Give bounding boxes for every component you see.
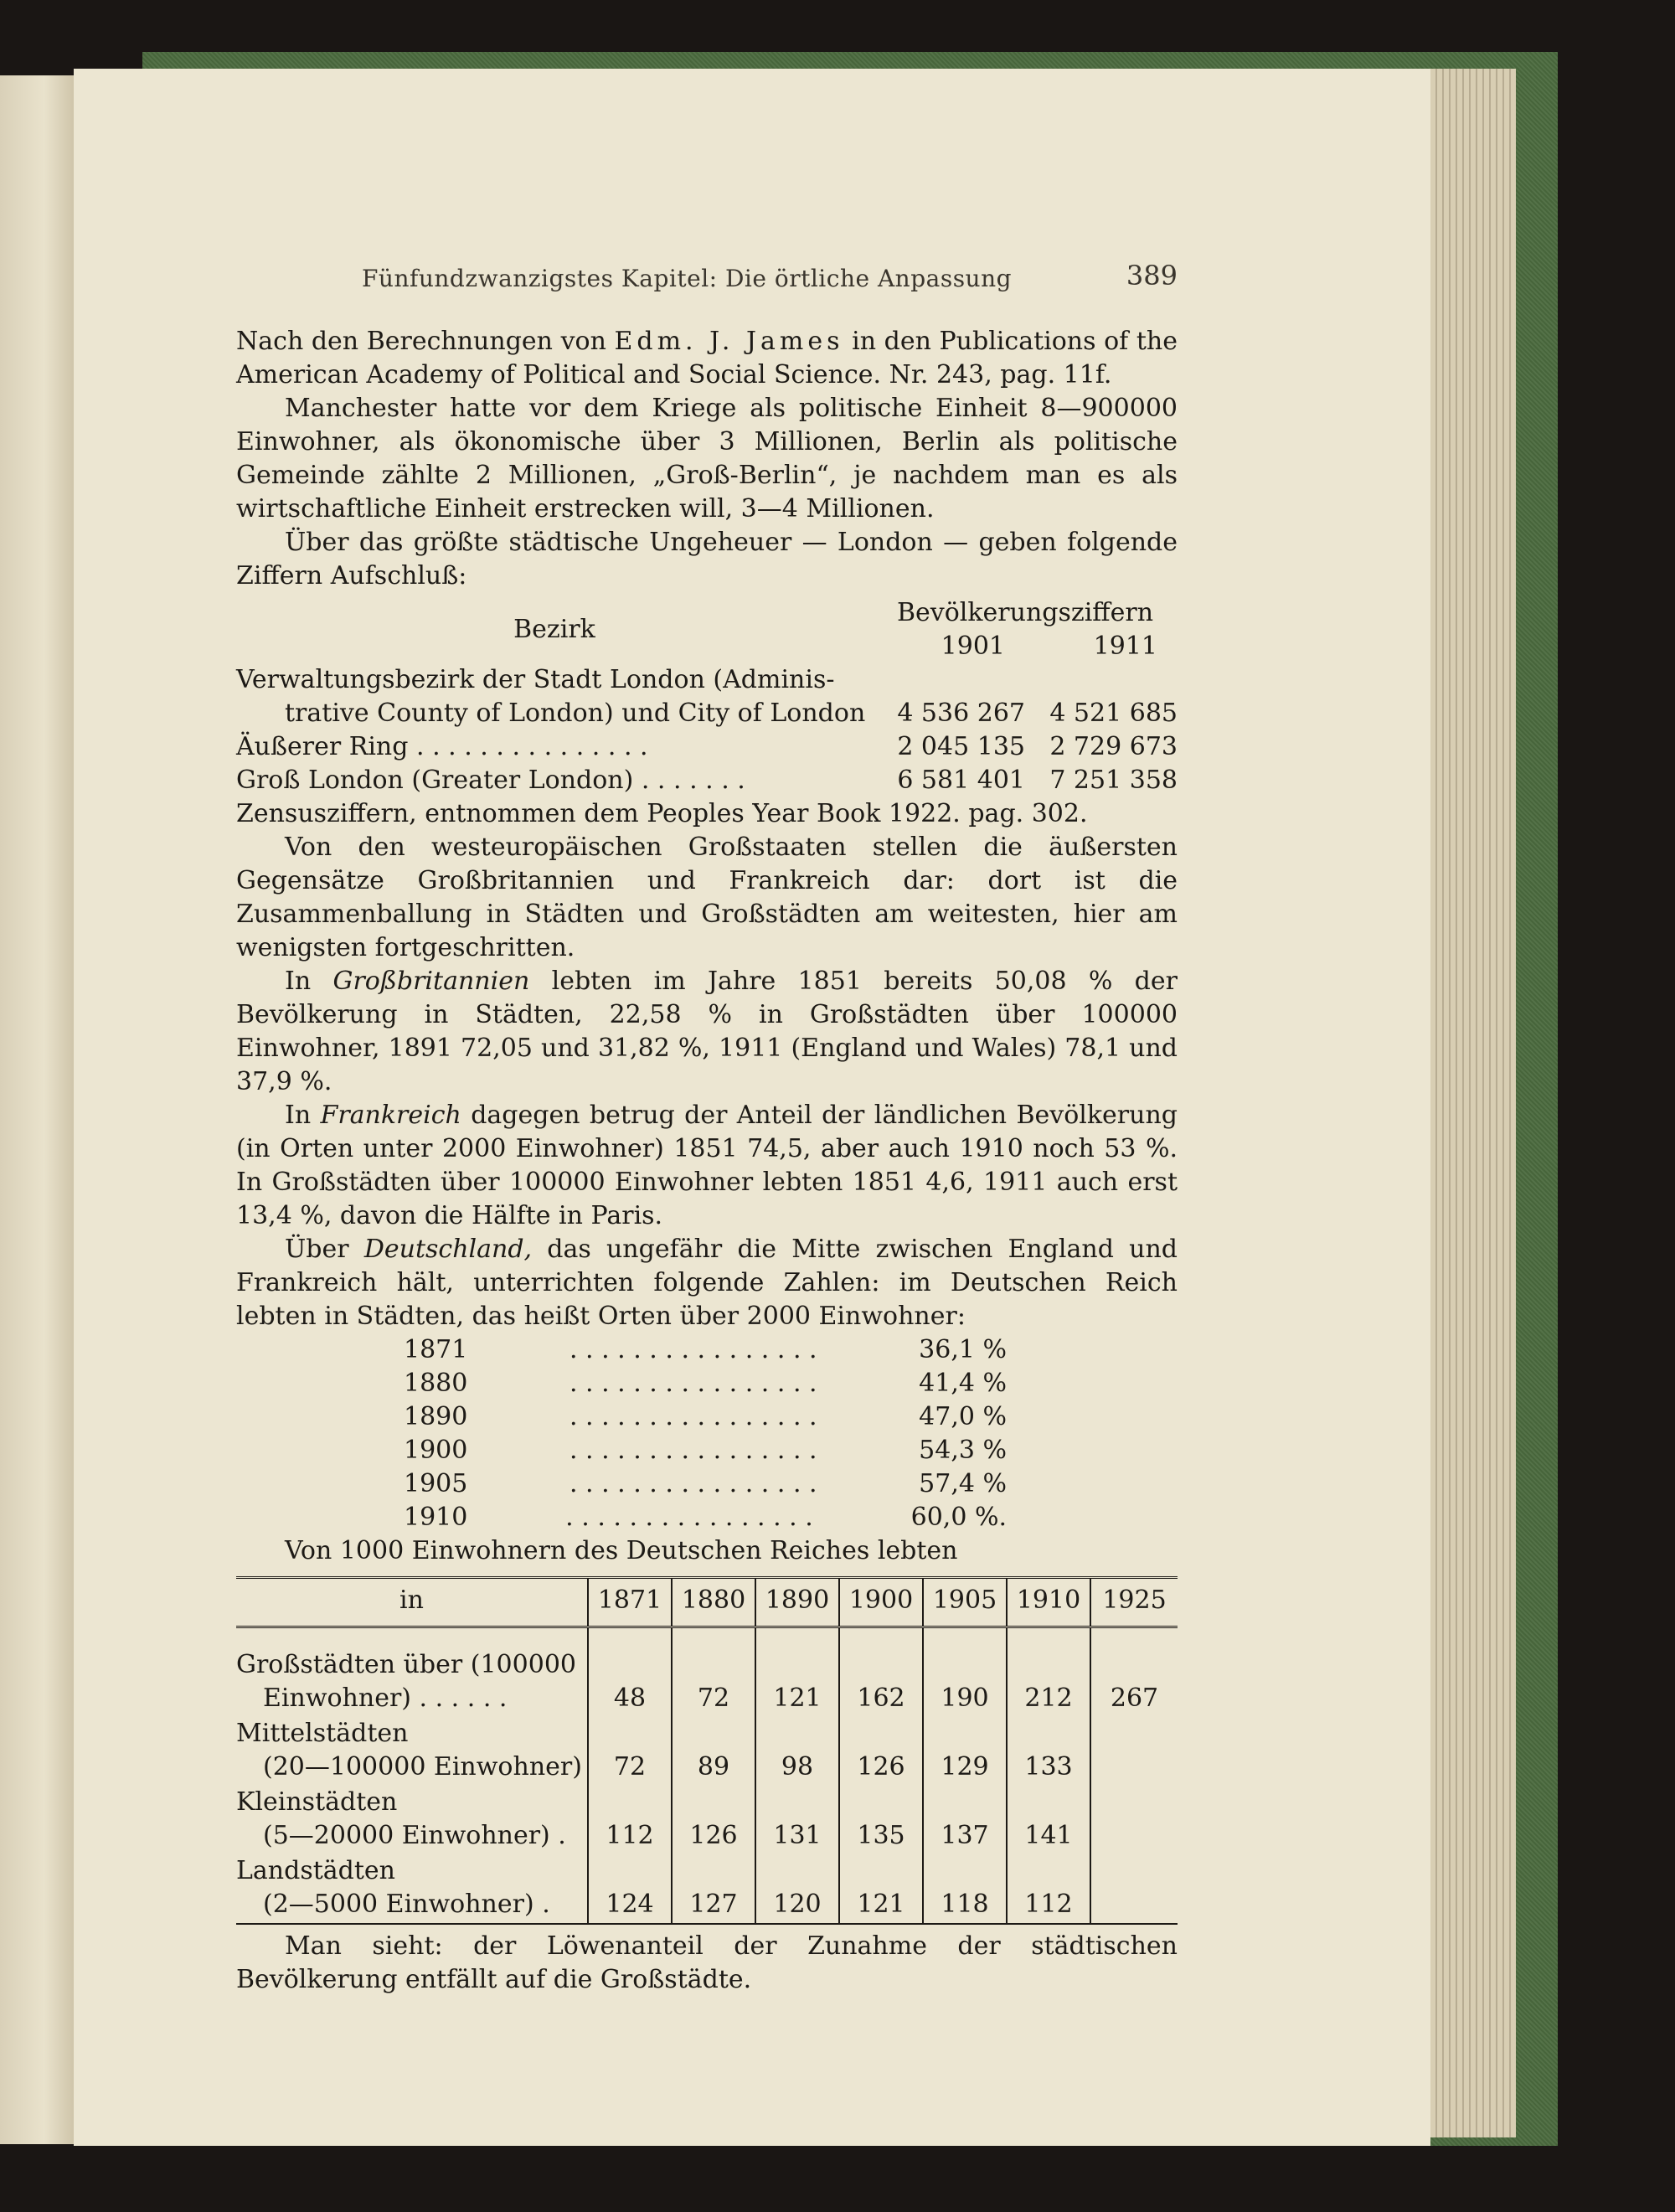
percent-list <box>404 1333 1007 1534</box>
table-row: Kleinstädten (5—20000 Einwohner) . 112 126 131 135 137 141 <box>236 1786 1178 1854</box>
table-header-row: in 1871 1880 1890 1900 1905 1910 1925 <box>236 1578 1178 1627</box>
list-item: 1905 . . . . . . . . . . . . . . . . 57,4 % <box>404 1469 1007 1498</box>
table-row: Groß London (Greater London) . . . . . . . 6 581 401 7 251 358 <box>236 766 1178 795</box>
paragraph-britain: In Großbritannien lebten im Jahre 1851 bereits 50,08 % der Bevölkerung in Städten, 22,58 % in Großstädten über 100000 Einwohner, 1891 72,05 und 31,82 %, 1911 (England und Wales) 78,1 und 37,9 %. <box>236 967 1178 1096</box>
paragraph-contrast: Von den westeuropäischen Großstaaten stellen die äußersten Gegensätze Großbritannien und Frankreich dar: dort ist die Zusammenballung in Städten und Großstädten am weitesten, hier am wenigsten fortgeschritten. <box>236 833 1178 962</box>
table-row: Landstädten (2—5000 Einwohner) . 124 127 120 121 118 112 <box>236 1854 1178 1924</box>
list-item: 1910 . . . . . . . . . . . . . . . . 60,0 %. <box>404 1503 1007 1532</box>
page-edges <box>1424 69 1516 2137</box>
left-page-edge <box>0 75 74 2144</box>
table-row: Mittelstädten (20—100000 Einwohner) 72 89 98 126 129 133 <box>236 1717 1178 1786</box>
table-row: Großstädten über (100000 Einwohner) . . . . . . 48 72 121 162 190 212 267 <box>236 1627 1178 1718</box>
list-item: 1890 . . . . . . . . . . . . . . . . 47,0 % <box>404 1402 1007 1431</box>
paragraph-closing: Man sieht: der Löwenanteil der Zunahme der städtischen Bevölkerung entfällt auf die Großstädte. <box>236 1931 1178 1994</box>
paragraph-london: Über das größte städtische Ungeheuer — London — geben folgende Ziffern Aufschluß: <box>236 528 1178 590</box>
col-bezirk: Bezirk <box>513 615 595 644</box>
col-year-1911: 1911 <box>1093 632 1157 661</box>
list-item: 1880 . . . . . . . . . . . . . . . . 41,4 % <box>404 1369 1007 1398</box>
table-row: Äußerer Ring . . . . . . . . . . . . . . . 2 045 135 2 729 673 <box>236 732 1178 761</box>
table-row: Verwaltungsbezirk der Stadt London (Adminis- trative County of London) und City of London 4 536 267 4 521 685 <box>236 665 1178 728</box>
paragraph-germany: Über Deutschland, das ungefähr die Mitte zwischen England und Frankreich hält, unterrichten folgende Zahlen: im Deutschen Reich lebten in Städten, das heißt Orten über 2000 Einwohner: <box>236 1235 1178 1331</box>
col-group: Bevölkerungsziffern <box>896 598 1154 627</box>
london-table <box>236 596 1178 797</box>
list-item: 1900 . . . . . . . . . . . . . . . . 54,3 % <box>404 1436 1007 1465</box>
table-source: Zensusziffern, entnommen dem Peoples Year Book 1922. pag. 302. <box>236 799 1088 828</box>
city-size-table <box>236 1576 1178 1925</box>
paragraph-manchester: Manchester hatte vor dem Kriege als politische Einheit 8—900000 Einwohner, als ökonomische über 3 Millionen, Berlin als politische Gemeinde zählte 2 Millionen, „Groß-Berlin“, je nachdem man es als wirtschaftliche Einheit erstrecken will, 3—4 Millionen. <box>236 394 1178 523</box>
list-item: 1871 . . . . . . . . . . . . . . . . 36,1 % <box>404 1335 1007 1364</box>
author-name: Edm. J. James <box>614 327 844 356</box>
chapter-title: Fünfundzwanzigstes Kapitel: Die örtliche Anpassung <box>362 265 1013 292</box>
page-number: 389 <box>1126 260 1178 291</box>
page-content <box>236 251 1178 1997</box>
table-intro: Von 1000 Einwohnern des Deutschen Reiches lebten <box>285 1536 958 1565</box>
paragraph-source: Nach den Berechnungen von Edm. J. James in den Publications of the American Academy of Political and Social Science. Nr. 243, pag. 11f. <box>236 327 1178 389</box>
paragraph-france: In Frankreich dagegen betrug der Anteil der ländlichen Bevölkerung (in Orten unter 2000 Einwohner) 1851 74,5, aber auch 1910 noch 53 %. In Großstädten über 100000 Einwohner lebten 1851 4,6, 1911 auch erst 13,4 %, davon die Hälfte in Paris. <box>236 1101 1178 1230</box>
col-year-1901: 1901 <box>941 632 1005 661</box>
